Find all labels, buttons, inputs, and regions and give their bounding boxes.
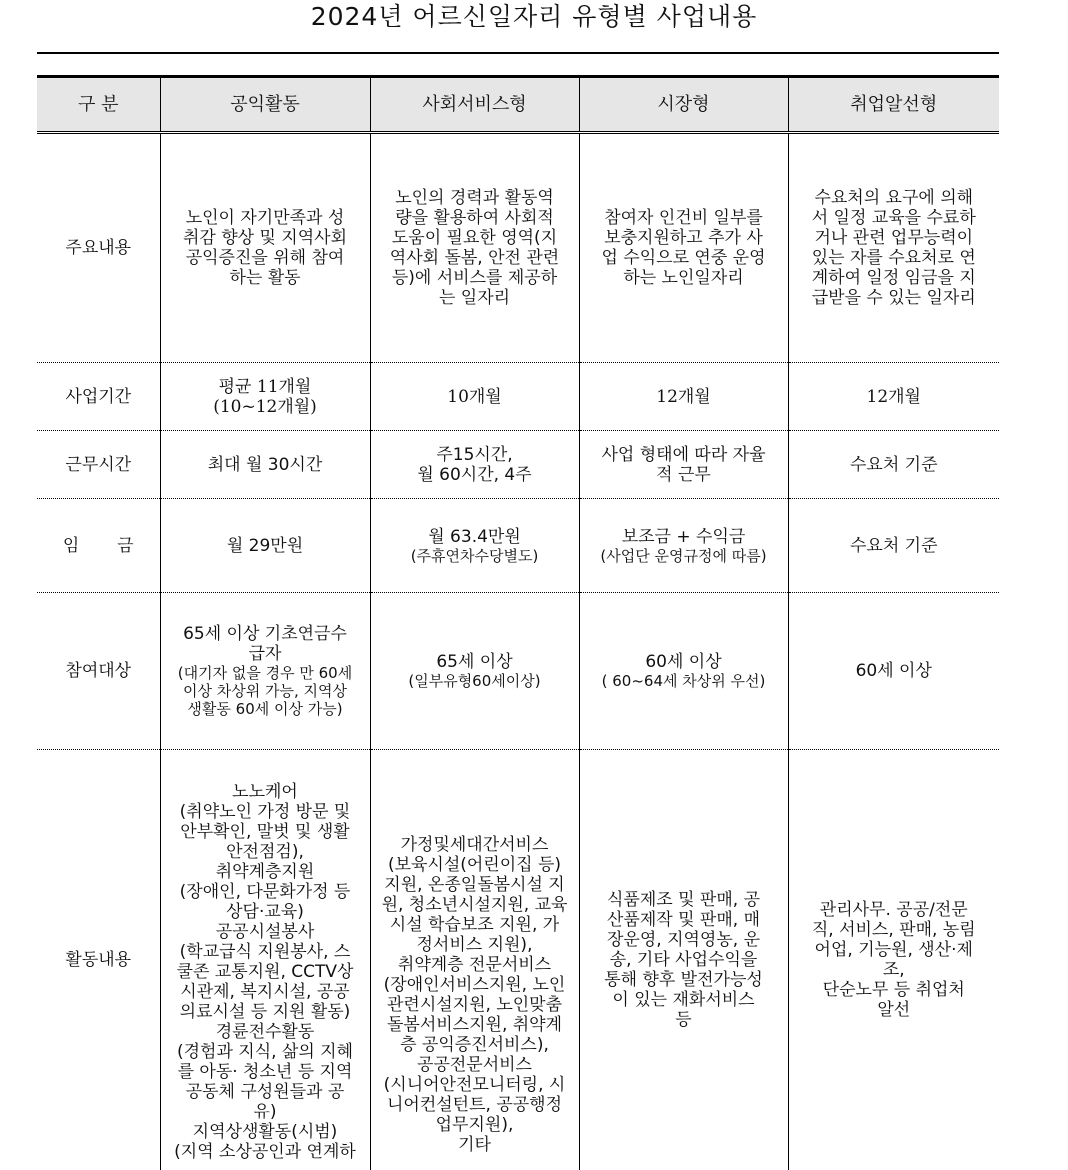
header-job-placement: 취업알선형 [788,77,999,133]
main-public-text [163,208,368,288]
cell-hours-social [370,431,579,499]
text-line: 돌봄서비스지원, 취약계 [386,1015,563,1035]
text-line: 유) [253,1102,277,1122]
row-main-content [37,133,999,363]
text-line: 량을 활용하여 사회적 [395,208,554,228]
target-public-text [163,624,368,664]
text-line: 안부확인, 말벗 및 생활 [180,822,350,842]
text-line: 참여자 인건비 일부를 [604,208,763,228]
text-line: 송, 기타 사업수익을 [609,949,758,970]
cell-period-public [160,363,370,431]
cell-period-placement: 12개월 [788,363,999,431]
cell-target-market [579,593,788,750]
cell-main-placement [788,133,999,363]
page-title: 2024년 어르신일자리 유형별 사업내용 [310,2,758,31]
wage-market-amount: 보조금 + 수익금 [621,526,746,547]
main-market-text [582,208,786,288]
text-line: 단순노무 등 취업처 [822,979,965,1000]
text-line: 취약계층 전문서비스 [397,955,552,975]
header-social-service: 사회서비스형 [370,77,579,133]
text-line: 사업 형태에 따라 자율 [601,444,766,465]
text-line: 수요처의 요구에 의해 [814,188,974,208]
business-type-table [37,75,999,1170]
text-line: 노인의 경력과 활동역 [395,188,554,208]
text-line: 취감 향상 및 지역사회 [182,228,347,248]
text-line: 업 수익으로 연중 운영 [601,248,766,268]
wage-market-note: (사업단 운영규정에 따름) [600,546,767,565]
text-line: 통해 향후 발전가능성 [604,969,763,990]
text-line: 하는 노인일자리 [623,268,744,288]
text-line: 시관제, 복지시설, 공공 [180,982,350,1002]
cell-hours-market [579,431,788,499]
text-line: 있는 자를 수요처로 연 [811,248,976,268]
text-line: 를 아동· 청소년 등 지역 [177,1062,353,1082]
text-line: 상담·교육) [226,902,304,922]
row-label-period: 사업기간 [37,363,160,431]
cell-period-market: 12개월 [579,363,788,431]
text-line: 이 있는 재화서비스 [612,989,755,1010]
cell-hours-placement: 수요처 기준 [788,431,999,499]
text-line: 등 [675,1009,692,1030]
cell-main-social [370,133,579,363]
text-line: 노인이 자기만족과 성 [185,208,345,228]
text-line: 원, 청소년시설지원, 교육 [381,895,568,915]
text-line: 노노케어 [232,782,298,802]
text-line: 공동체 구성원들과 공 [185,1082,345,1102]
activity-social-text [373,835,577,1155]
text-line: (보육시설(어린이집 등) [387,855,562,875]
text-line: 거나 관련 업무능력이 [814,228,974,248]
row-label-target: 참여대상 [37,593,160,750]
text-line: 역사회 돌봄, 안전 관련 [389,248,560,268]
text-line: 적 근무 [656,464,711,485]
text-line: 이상 차상위 가능, 지역상 [183,682,347,700]
text-line: 가정및세대간서비스 [400,835,549,855]
text-line: 하는 활동 [229,268,301,288]
text-line: 장운영, 지역영농, 운 [607,929,760,950]
text-line: 계하여 일정 임금을 지 [811,268,976,288]
text-line: 의료시설 등 지원 활동) [179,1002,351,1022]
text-line: (취약노인 가정 방문 및 [179,802,351,822]
text-line: (학교급식 지원봉사, 스 [179,942,351,962]
cell-target-public [160,593,370,750]
text-line: 공공전문서비스 [417,1055,532,1075]
row-target [37,593,999,750]
text-line: 공익증진을 위해 참여 [185,248,345,268]
cell-hours-public: 최대 월 30시간 [160,431,370,499]
text-line: 월 60시간, 4주 [417,464,532,485]
text-line: 관리사무. 공공/전문 [819,899,968,920]
cell-activity-market [579,750,788,1170]
text-line: 산품제작 및 판매, 매 [607,909,760,930]
text-line: 급받을 수 있는 일자리 [811,288,976,308]
text-line: 취약계층지원 [215,862,315,882]
text-line: 는 일자리 [438,288,511,308]
main-social-text [373,188,577,308]
row-label-main: 주요내용 [37,133,160,363]
header-category: 구 분 [37,77,160,133]
activity-placement-text [791,900,998,1020]
title-divider [37,52,999,54]
row-label-wage: 임 금 [37,499,160,593]
text-line: (대기자 없을 경우 만 60세 [177,664,353,682]
target-market-note: ( 60~64세 차상위 우선) [601,672,766,690]
hours-market-text [582,445,786,485]
header-row [37,77,999,133]
text-line: 보충지원하고 추가 사 [604,228,763,248]
target-public-note [163,664,368,718]
text-line: 지원, 온종일돌봄시설 지 [384,875,565,895]
activity-market-text [582,890,786,1030]
text-line: (장애인, 다문화가정 등 [179,882,351,902]
text-line: (경험과 지식, 삶의 지혜 [176,1042,354,1062]
text-line: 알선 [877,999,911,1020]
cell-period-social: 10개월 [370,363,579,431]
wage-social-note: (주휴연차수당별도) [410,546,539,565]
cell-activity-public [160,750,370,1170]
target-market-text: 60세 이상 [645,652,722,672]
target-social-note: (일부유형60세이상) [408,672,541,690]
period-public-text [163,377,368,417]
cell-activity-placement [788,750,999,1170]
text-line: 층 공익증진서비스), [400,1035,549,1055]
text-line: 조, [882,959,905,980]
row-label-hours: 근무시간 [37,431,160,499]
text-line: 등)에 서비스를 제공하 [391,268,558,288]
text-line: 지역상생활동(시범) [192,1122,338,1142]
cell-target-social [370,593,579,750]
cell-wage-placement: 수요처 기준 [788,499,999,593]
cell-activity-social [370,750,579,1170]
row-label-activity: 활동내용 [37,750,160,1170]
text-line: 직, 서비스, 판매, 농림 [811,919,976,940]
hours-social-text [373,445,577,485]
text-line: 쿨존 교통지원, CCTV상 [176,962,354,982]
target-social-text: 65세 이상 [436,652,513,672]
text-line: 기타 [458,1135,491,1155]
text-line: 업무지원), [435,1115,514,1135]
cell-main-public [160,133,370,363]
text-line: 관련시설지원, 노인맞춤 [386,995,563,1015]
text-line: 니어컨설턴트, 공공행정 [386,1095,563,1115]
row-wage [37,499,999,593]
text-line: 경륜전수활동 [215,1022,315,1042]
main-placement-text [791,188,998,308]
text-line: 안전점검), [226,842,304,862]
row-activity [37,750,999,1170]
text-line: (시니어안전모니터링, 시 [383,1075,566,1095]
text-line: (지역 소상공인과 연계하 [174,1142,356,1162]
cell-wage-market [579,499,788,593]
wage-social-amount: 월 63.4만원 [428,526,521,547]
row-period [37,363,999,431]
cell-target-placement: 60세 이상 [788,593,999,750]
text-line: 시설 학습보조 지원, 가 [389,915,560,935]
text-line: (10~12개월) [213,396,317,417]
text-line: (장애인서비스지원, 노인 [383,975,566,995]
text-line: 평균 11개월 [218,376,312,397]
text-line: 생활동 60세 이상 가능) [187,700,343,718]
activity-public-text [163,782,368,1162]
cell-wage-social [370,499,579,593]
header-public-activity: 공익활동 [160,77,370,133]
text-line: 공공시설봉사 [215,922,315,942]
text-line: 급자 [248,644,282,664]
text-line: 어업, 기능원, 생산·제 [814,939,973,960]
text-line: 도움이 필요한 영역(지 [391,228,558,248]
cell-main-market [579,133,788,363]
text-line: 식품제조 및 판매, 공 [607,889,760,910]
text-line: 주15시간, [436,444,513,465]
row-hours [37,431,999,499]
header-market: 시장형 [579,77,788,133]
cell-wage-public: 월 29만원 [160,499,370,593]
text-line: 정서비스 지원), [416,935,533,955]
text-line: 서 일정 교육을 수료하 [811,208,976,228]
text-line: 65세 이상 기초연금수 [183,624,347,644]
